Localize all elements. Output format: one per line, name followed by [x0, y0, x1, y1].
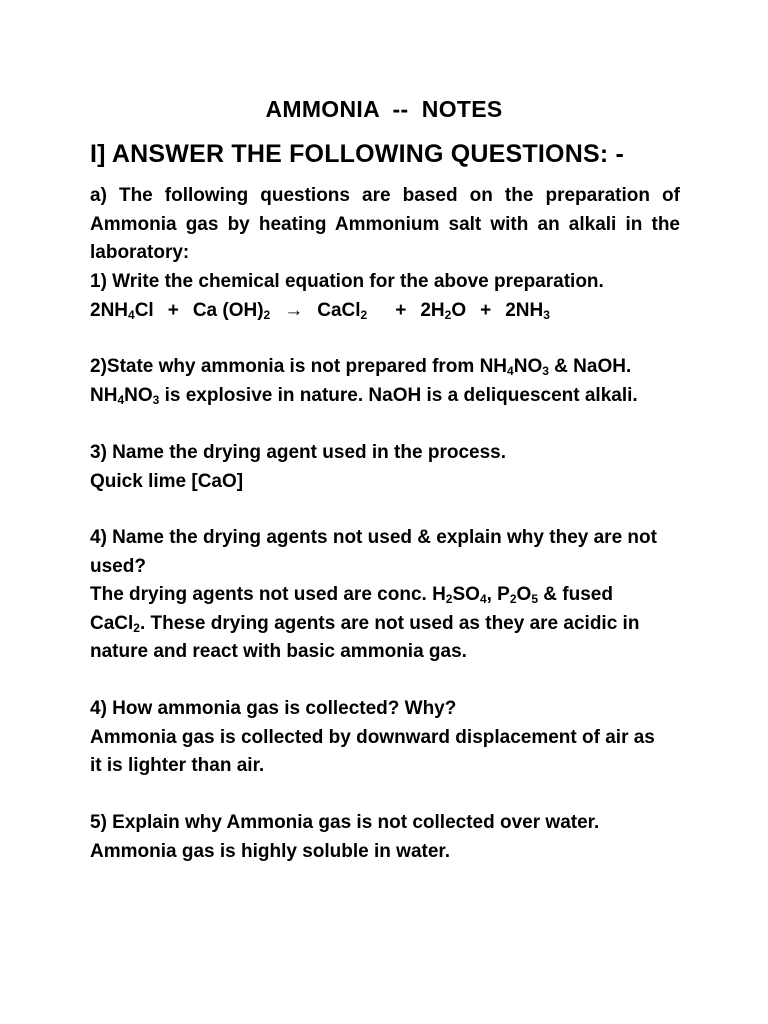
question-4-block	[90, 524, 690, 667]
subscript: 3	[542, 364, 549, 378]
question-5: 4) How ammonia gas is collected? Why?	[90, 698, 457, 719]
eq-term: Ca (OH)	[192, 299, 264, 321]
text-run: 2)State why ammonia is not prepared from NH	[90, 356, 508, 377]
question-3-block	[90, 439, 690, 496]
text-run: NO	[513, 356, 543, 377]
question-2	[90, 353, 690, 382]
text-run: SO	[452, 584, 480, 605]
question-6: 5) Explain why Ammonia gas is not collected over water.	[90, 812, 600, 833]
text-run: CaCl	[90, 612, 134, 634]
answer-5-line-1: Ammonia gas is collected by downward displacement of air as	[90, 726, 655, 748]
subscript: 4	[479, 592, 487, 606]
answer-4-line-2	[90, 610, 690, 639]
answer-4-line-1	[90, 581, 690, 610]
eq-plus: +	[480, 299, 492, 321]
reaction-arrow-icon: →	[284, 299, 304, 321]
subscript: 3	[152, 392, 160, 407]
answer-6: Ammonia gas is highly soluble in water.	[90, 840, 451, 862]
eq-subscript: 4	[128, 307, 135, 322]
intro-paragraph: a) The following questions are based on the preparation of Ammonia gas by heating Ammonium salt with an alkali in the laboratory:	[90, 185, 680, 263]
answer-4-line-3: nature and react with basic ammonia gas.	[90, 641, 467, 662]
eq-term: Cl	[134, 299, 154, 321]
answer-2	[90, 382, 690, 411]
eq-plus: +	[395, 299, 407, 321]
text-run: , P	[486, 584, 510, 605]
text-run: The drying agents not used are conc. H	[90, 584, 446, 605]
text-run: NH	[90, 384, 118, 406]
text-run: O	[516, 584, 532, 605]
text-run: is explosive in nature. NaOH is a deliquescent alkali.	[159, 384, 638, 406]
eq-term: 2NH	[90, 299, 129, 321]
subscript: 4	[117, 392, 125, 407]
page-title: AMMONIA -- NOTES	[265, 96, 503, 122]
eq-term: 2H	[420, 299, 445, 321]
eq-subscript: 2	[360, 307, 368, 322]
question-3: 3) Name the drying agent used in the process.	[90, 442, 506, 463]
eq-subscript: 2	[444, 307, 452, 322]
question-2-block	[90, 353, 690, 410]
eq-subscript: 3	[543, 307, 550, 322]
subscript: 5	[531, 592, 539, 606]
eq-term: O	[451, 299, 467, 321]
answer-5-line-2: it is lighter than air.	[90, 755, 265, 776]
text-run: NO	[124, 384, 153, 406]
question-1: 1) Write the chemical equation for the above preparation.	[90, 271, 604, 292]
subscript: 2	[133, 620, 140, 635]
question-6-block	[90, 809, 690, 866]
text-run: . These drying agents are not used as they are acidic in	[139, 612, 640, 634]
eq-subscript: 2	[263, 307, 271, 322]
subscript: 2	[445, 592, 453, 606]
eq-plus: +	[167, 299, 179, 321]
section-heading: I] ANSWER THE FOLLOWING QUESTIONS: -	[90, 140, 625, 168]
subscript: 4	[507, 364, 514, 378]
eq-term: CaCl	[317, 299, 361, 321]
answer-3: Quick lime [CaO]	[90, 470, 244, 492]
text-run: & fused	[538, 584, 613, 605]
question-1-block	[90, 268, 690, 325]
eq-term: 2NH	[505, 299, 544, 321]
question-4: 4) Name the drying agents not used & explain why they are not used?	[90, 527, 657, 577]
chemical-equation	[90, 297, 690, 326]
text-run: & NaOH.	[548, 356, 632, 377]
subscript: 2	[509, 592, 517, 606]
question-5-block	[90, 695, 690, 781]
